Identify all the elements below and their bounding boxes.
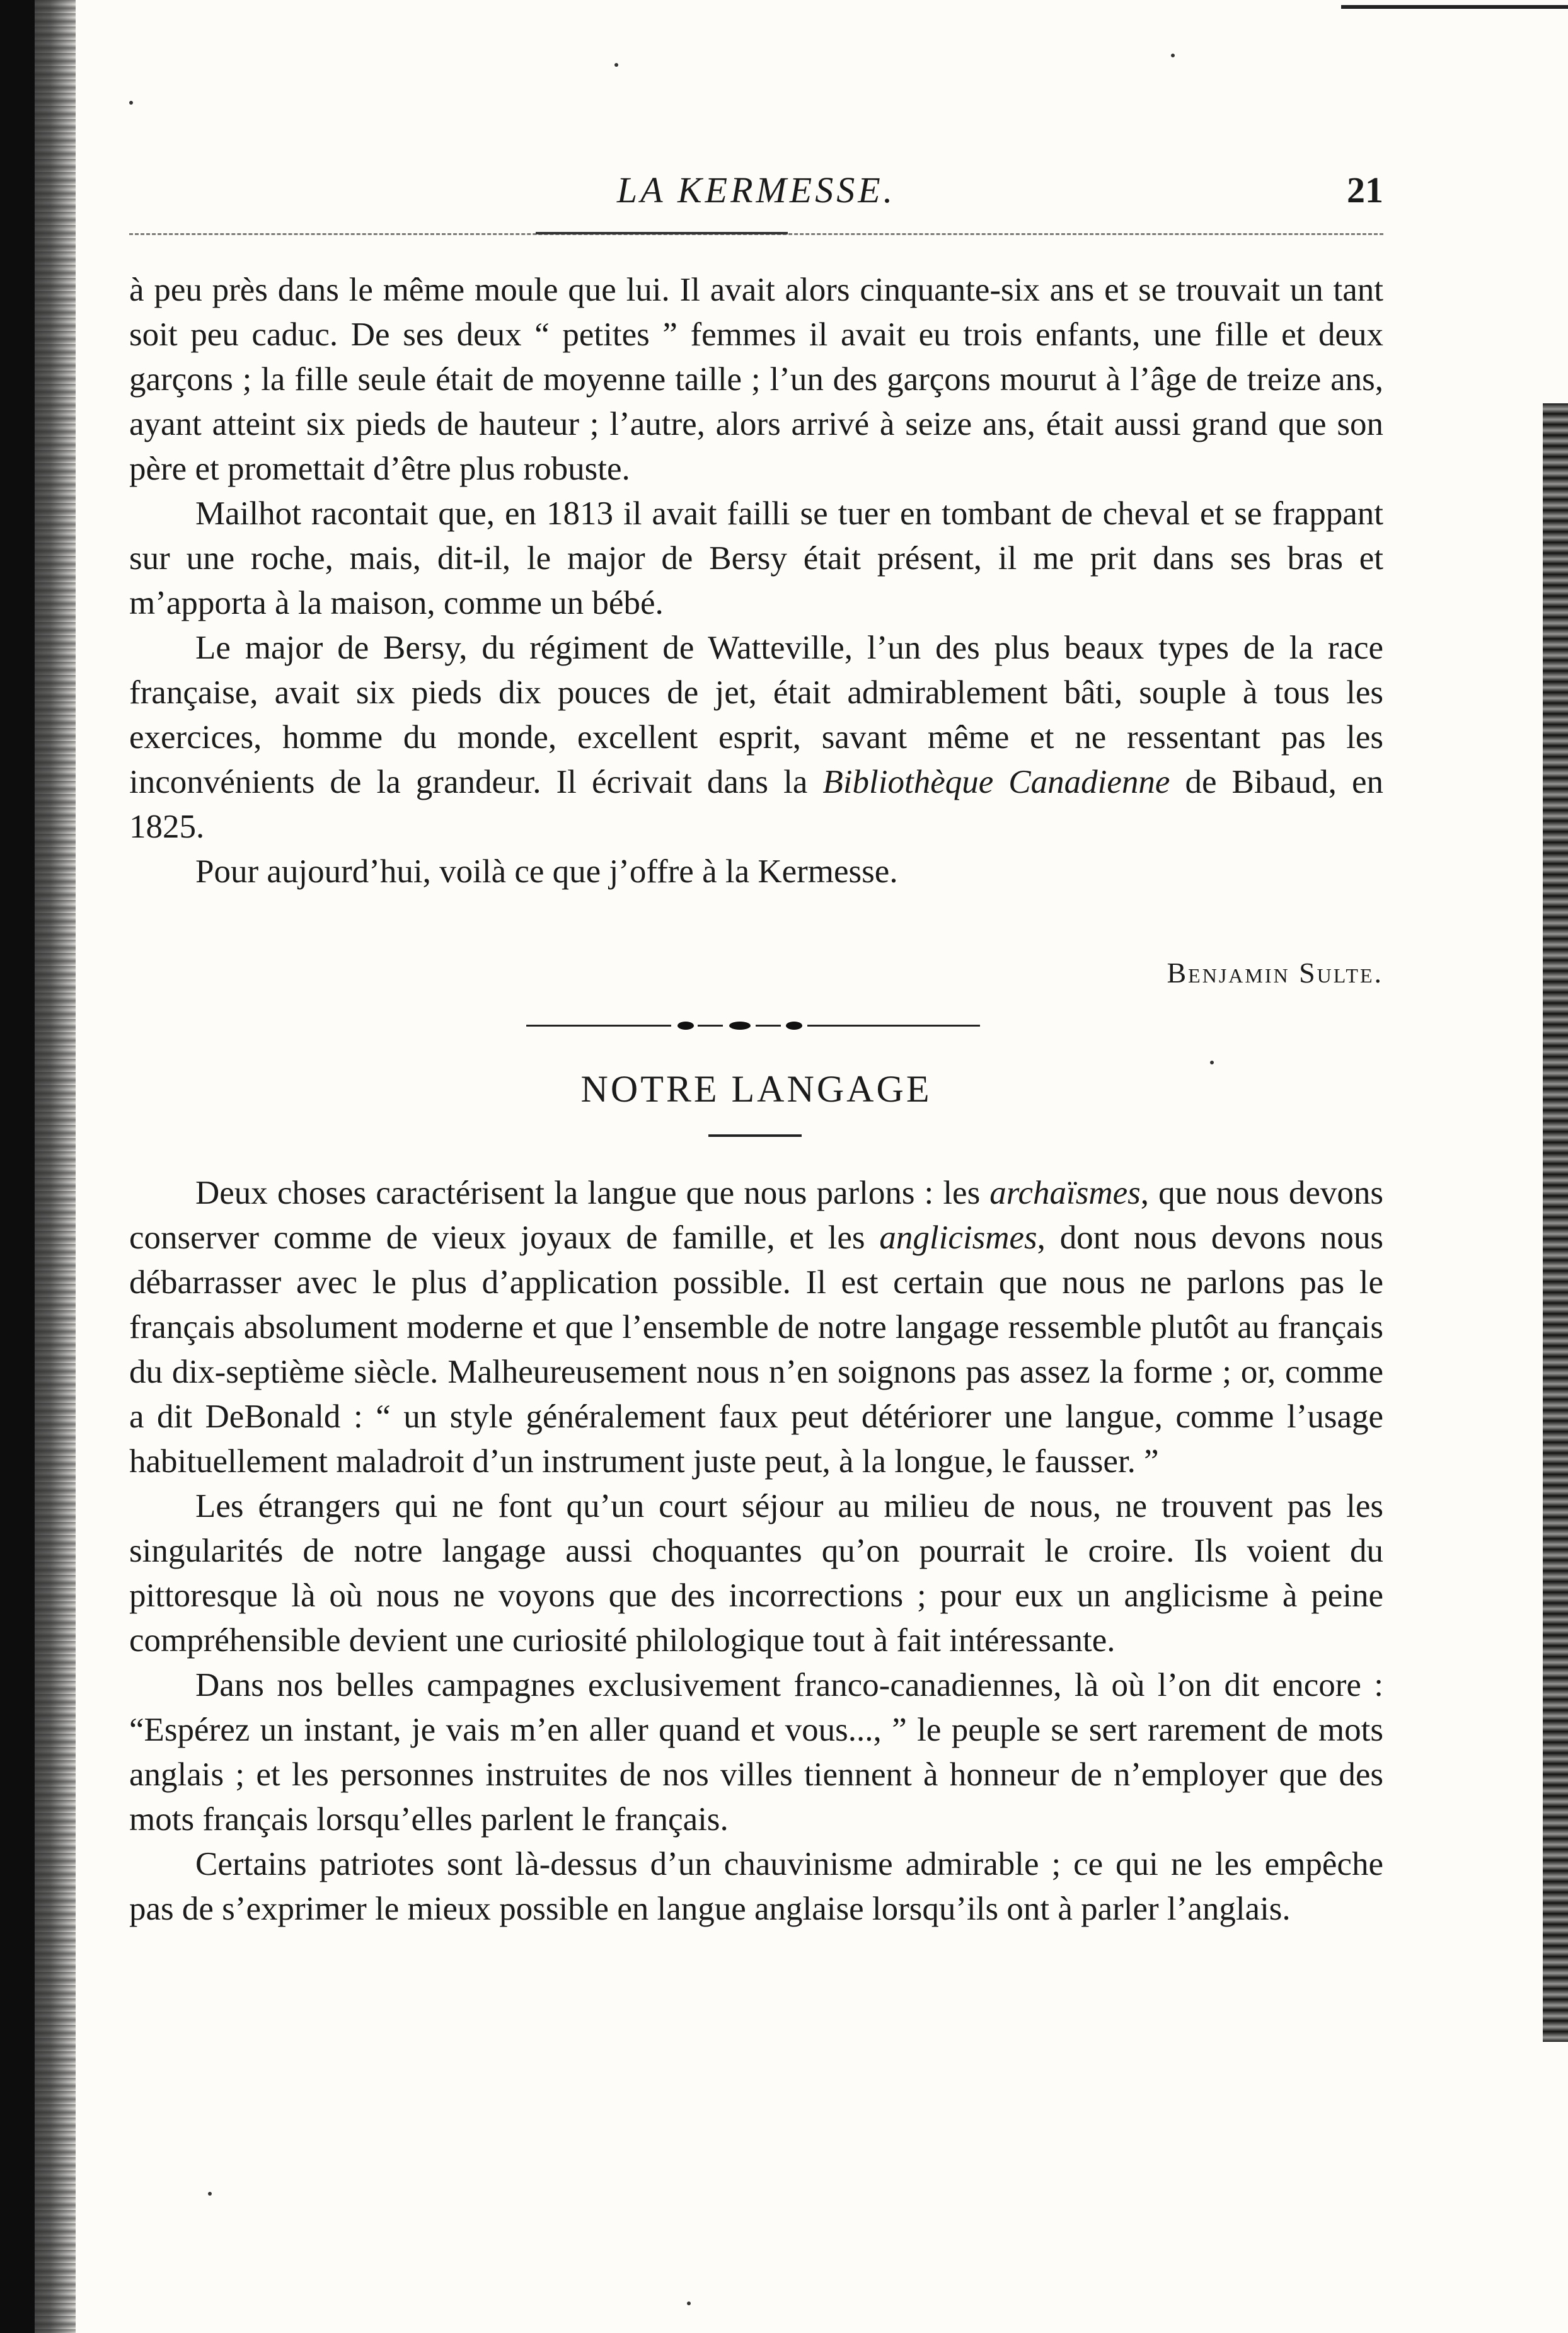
- scan-binding-shadow-right: [1543, 403, 1568, 2042]
- section-divider: [526, 1020, 980, 1032]
- scan-speck: [1171, 54, 1175, 57]
- essay-text: [129, 1171, 1383, 1932]
- section-title: NOTRE LANGAGE: [580, 1068, 932, 1110]
- paragraph: à peu près dans le même moule que lui. Il avait alors cinquante-six ans et se trouvait un tant soit peu caduc. De ses deux “ petites ” femmes il avait eu trois enfants, une fille et deux garçons ; la fille seule était de moyenne taille ; l’un des garçons mourut à l’âge de treize ans, ayant atteint six pieds de hauteur ; l’autre, alors arrivé à seize ans, était aussi grand que son père et promettait d’être plus robuste.: [129, 272, 1383, 487]
- divider-ornament: [677, 1022, 694, 1030]
- divider-ornament: [786, 1022, 802, 1030]
- paragraph-text: de Bibaud, en 1825.: [129, 764, 1383, 845]
- running-title: LA KERMESSE.: [616, 170, 896, 210]
- paragraph: Pour aujourd’hui, voilà ce que j’offre à la Kermesse.: [195, 853, 898, 890]
- paragraph-text: , dont nous devons nous débarrasser avec le plus d’application possible. Il est certain que nous ne parlons pas le français absolument moderne et que l’ensemble de notre langage ressemble plutôt au français du dix-septième siècle. Malheureusement nous n’en soignons pas assez la forme ; or, comme a dit DeBonald : “ un style généralement faux peut détériorer une langue, comme l’usage habituellement maladroit d’un instrument juste peut, à la longue, le fausser. ”: [129, 1219, 1383, 1480]
- divider-ornament: [729, 1022, 751, 1030]
- paragraph-text: Deux choses caractérisent la langue que nous parlons : les: [195, 1175, 990, 1211]
- scan-speck: [687, 2301, 691, 2305]
- paragraph: [129, 1171, 1383, 1484]
- divider-line: [756, 1025, 781, 1027]
- continuation-text: [129, 268, 1383, 894]
- italic-title: Bibliothèque Canadienne: [822, 764, 1170, 800]
- scan-speck: [208, 2192, 212, 2196]
- scan-top-rule: [1341, 5, 1568, 9]
- running-header: [129, 169, 1383, 219]
- paragraph: Les étrangers qui ne font qu’un court séjour au milieu de nous, ne trouvent pas les singularités de notre langage aussi choquantes qu’on pourrait le croire. Ils voient du pittoresque là où nous ne voyons que des incorrections ; pour eux un anglicisme à peine compréhensible devient une curiosité philologique tout à fait intéressante.: [129, 1488, 1383, 1659]
- paragraph: Mailhot racontait que, en 1813 il avait failli se tuer en tombant de cheval et se frappant sur une roche, mais, dit-il, le major de Bersy était présent, il me prit dans ses bras et m’apporta à la maison, comme un bébé.: [129, 495, 1383, 621]
- scan-speck: [129, 101, 133, 105]
- divider-line: [807, 1025, 980, 1027]
- scan-binding-edge-left: [0, 0, 35, 2333]
- page-number: 21: [1347, 170, 1383, 210]
- italic-term: archaïsmes: [989, 1175, 1141, 1211]
- header-rule-solid: [536, 232, 788, 234]
- divider-line: [698, 1025, 723, 1027]
- author-signature: Benjamin Sulte.: [1167, 957, 1383, 989]
- paragraph-text: , que nous devons conserver comme de vieux joyaux de famille, et les: [129, 1175, 1383, 1256]
- paragraph-text: Le major de Bersy, du régiment de Watteville, l’un des plus beaux types de la race française, avait six pieds dix pouces de jet, était admirablement bâti, souple à tous les exercices, homme du monde, excellent esprit, savant même et ne ressentant pas les inconvénients de la grandeur. Il écrivait dans la: [129, 630, 1383, 800]
- paragraph: Dans nos belles campagnes exclusivement franco-canadiennes, là où l’on dit encore : “Espérez un instant, je vais m’en aller quand et vous..., ” le peuple se sert rarement de mots anglais ; et les personnes instruites de nos villes tiennent à honneur de n’employer que des mots français lorsqu’elles parlent le français.: [129, 1667, 1383, 1838]
- italic-term: anglicismes: [879, 1219, 1037, 1256]
- scan-speck: [614, 63, 618, 67]
- paragraph: [129, 626, 1383, 850]
- scan-speck: [1210, 1061, 1214, 1064]
- title-rule: [708, 1134, 802, 1137]
- paragraph: Certains patriotes sont là-dessus d’un chauvinisme admirable ; ce qui ne les empêche pas de s’exprimer le mieux possible en langue anglaise lorsqu’ils ont à parler l’anglais.: [129, 1846, 1383, 1927]
- divider-line: [526, 1025, 671, 1027]
